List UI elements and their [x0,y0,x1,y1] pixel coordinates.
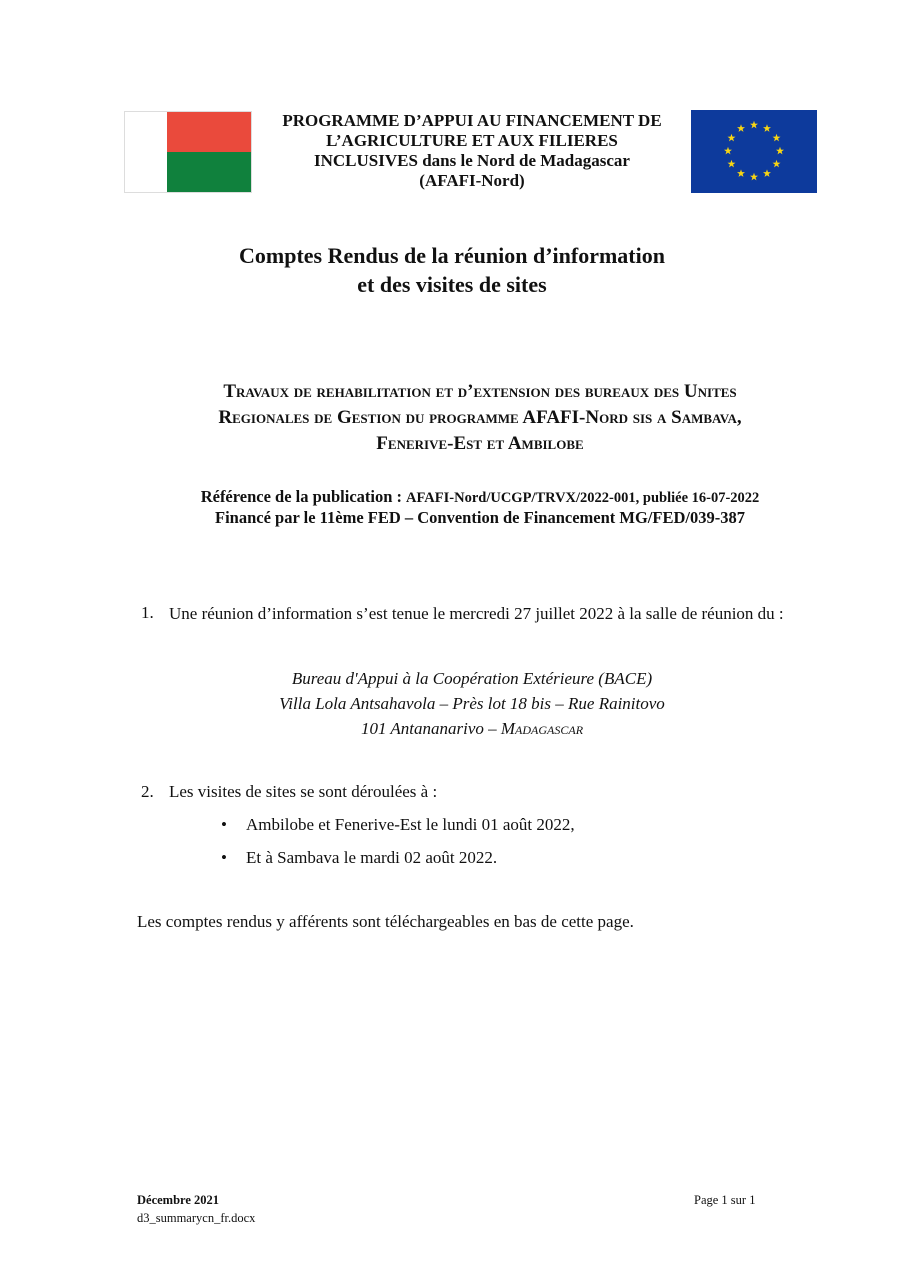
flag-white-band [125,112,167,192]
reference-value: AFAFI-Nord/UCGP/TRVX/2022-001, publiée 16-07-2022 [406,490,760,506]
reference-label: Référence de la publication : [200,487,403,506]
footer-page-number: Page 1 sur 1 [694,1193,756,1207]
program-title-line: L’AGRICULTURE ET AUX FILIERES [326,131,618,150]
bullet-icon: • [221,848,227,867]
publication-reference [100,487,860,528]
site-visits-paragraph: Les visites de sites se sont déroulées à : [169,782,438,801]
meeting-paragraph: Une réunion d’information s’est tenue le mercredi 27 juillet 2022 à la salle de réunion du : [169,604,784,623]
bullet-icon: • [221,815,227,834]
address-line: Bureau d'Appui à la Coopération Extérieure (BACE) [291,669,653,688]
footer-date: Décembre 2021 [137,1193,220,1207]
flag-red-band [167,112,251,152]
meeting-address [0,666,904,741]
flag-green-band [167,152,251,192]
madagascar-flag-icon [124,111,252,193]
works-title-line: Regionales de Gestion du programme AFAFI-Nord sis a Sambava, [218,407,742,428]
eu-flag-icon [691,110,817,193]
program-title-line: PROGRAMME D’APPUI AU FINANCEMENT DE [282,111,662,130]
document-title [0,241,904,299]
list-number: 2. [141,782,154,801]
program-title-line: (AFAFI-Nord) [419,171,525,190]
list-number: 1. [141,603,154,622]
list-item [221,810,575,840]
financing-line: Financé par le 11ème FED – Convention de Financement MG/FED/039-387 [215,508,745,527]
works-title [100,379,860,457]
list-item [221,843,497,873]
program-title [252,111,692,191]
document-title-line: Comptes Rendus de la réunion d’information [239,243,665,268]
address-line [0,716,904,741]
works-title-line: Travaux de rehabilitation et d’extension des bureaux des Unites [223,381,737,402]
address-line: Villa Lola Antsahavola – Près lot 18 bis – Rue Rainitovo [279,694,665,713]
address-city: 101 Antananarivo – [360,719,501,738]
list-item-text: Et à Sambava le mardi 02 août 2022. [246,848,498,867]
program-title-line: INCLUSIVES dans le Nord de Madagascar [314,151,630,170]
address-country: Madagascar [500,719,584,738]
list-item-text: Ambilobe et Fenerive-Est le lundi 01 août 2022, [246,815,575,834]
document-title-line: et des visites de sites [357,272,547,297]
footer-filename: d3_summarycn_fr.docx [137,1211,256,1225]
closing-paragraph: Les comptes rendus y afférents sont téléchargeables en bas de cette page. [137,912,634,931]
works-title-line: Fenerive-Est et Ambilobe [376,433,584,454]
